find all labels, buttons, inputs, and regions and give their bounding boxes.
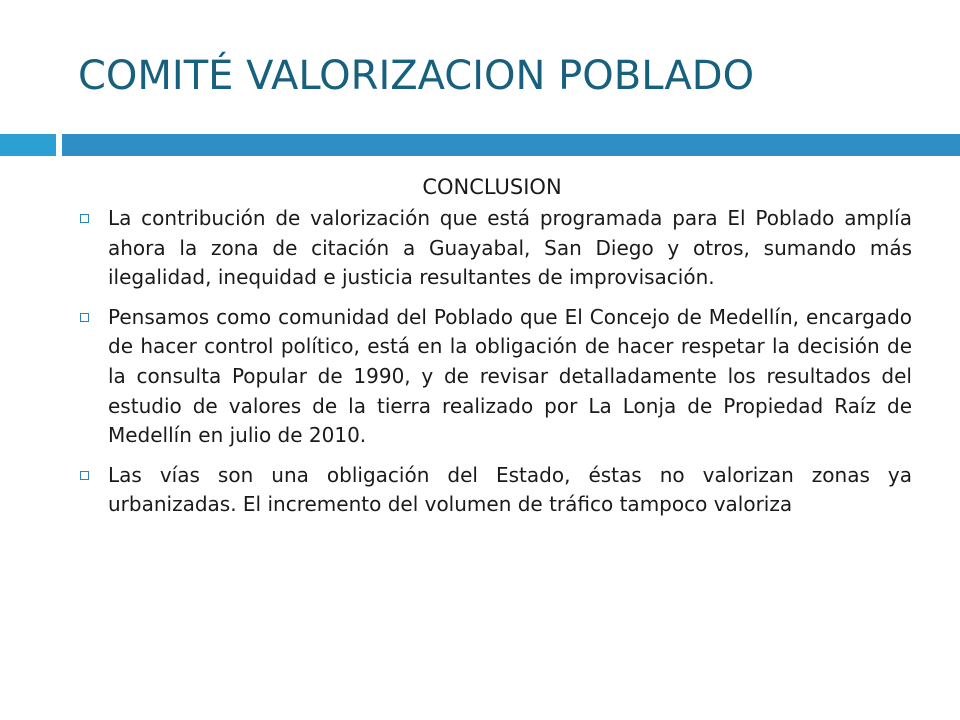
accent-bar-right: [62, 134, 960, 156]
bullet-item: [72, 461, 912, 520]
bullet-item: [72, 204, 912, 293]
section-heading: CONCLUSION: [422, 175, 562, 199]
bullet-item: [72, 303, 912, 451]
bullet-text: Pensamos como comunidad del Poblado que El Concejo de Medellín, encargado de hacer control político, está en la obligación de hacer respetar la decisión de la consulta Popular de 1990, y de revisar detalladamente los resultados del estudio de valores de la tierra realizado por La Lonja de Propiedad Raíz de Medellín en julio de 2010.: [108, 304, 912, 448]
bullet-text: La contribución de valorización que está programada para El Poblado amplía ahora la zona de citación a Guayabal, San Diego y otros, sumando más ilegalidad, inequidad e justicia resultantes de improvisación.: [108, 206, 912, 290]
accent-bar-left: [0, 134, 56, 156]
bullet-list: [72, 204, 912, 520]
bullet-text: Las vías son una obligación del Estado, éstas no valorizan zonas ya urbanizadas. El incremento del volumen de tráfico tampoco valoriza: [108, 462, 912, 517]
slide-content: [72, 172, 912, 530]
slide-title: COMITÉ VALORIZACION POBLADO: [78, 53, 755, 99]
square-bullet-icon: [80, 313, 89, 322]
square-bullet-icon: [80, 471, 89, 480]
square-bullet-icon: [80, 214, 89, 223]
